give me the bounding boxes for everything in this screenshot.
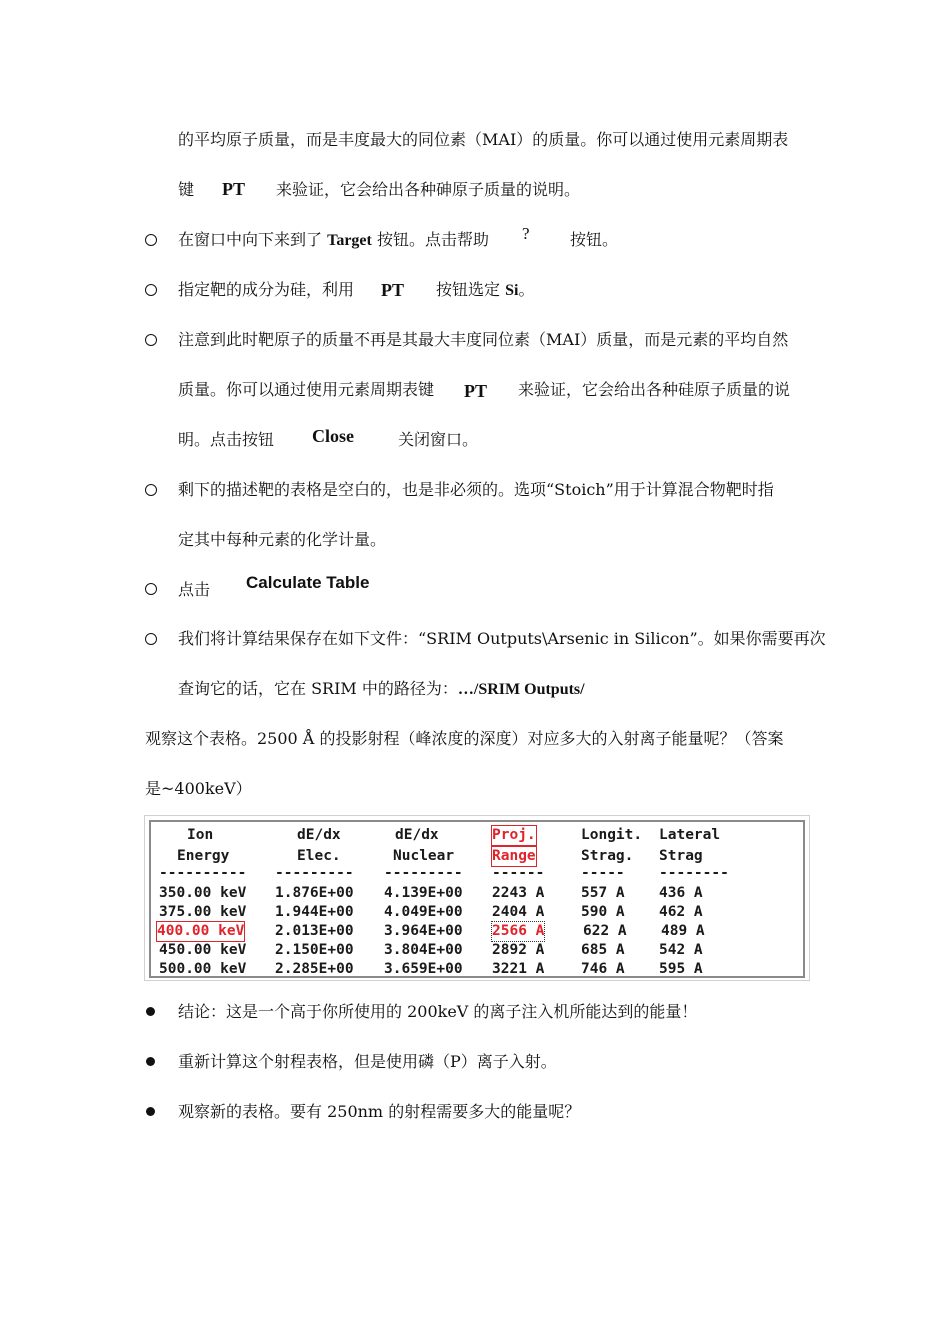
bullet-text: 质量。你可以通过使用元素周期表键	[178, 380, 435, 399]
bullet-text: 关闭窗口。	[398, 430, 479, 449]
hollow-bullet-icon	[145, 334, 157, 346]
table-cell: 622 A	[583, 923, 627, 939]
table-cell: 450.00 keV	[159, 942, 247, 958]
table-header-highlight: Proj.	[492, 827, 536, 843]
paragraph-text: 的平均原子质量，而是丰度最大的同位素（MAI）的质量。你可以通过使用元素周期表	[178, 130, 789, 149]
table-cell-highlight: 400.00 keV	[157, 923, 245, 939]
table-header: Ion	[187, 827, 214, 843]
table-divider: ---------	[275, 865, 354, 881]
table-cell: 436 A	[659, 885, 703, 901]
table-cell: 1.876E+00	[275, 885, 354, 901]
table-divider: -----	[581, 865, 625, 881]
table-header: Strag	[659, 848, 703, 864]
table-cell: 590 A	[581, 904, 625, 920]
table-cell: 542 A	[659, 942, 703, 958]
table-cell: 2.285E+00	[275, 961, 354, 977]
conclusion-text: 结论：这是一个高于你所使用的 200keV 的离子注入机所能达到的能量！	[178, 1002, 698, 1021]
table-cell: 3.659E+00	[384, 961, 463, 977]
pt-button-label: PT	[381, 280, 405, 300]
bullet-text: 在窗口中向下来到了 Target 按钮。点击帮助	[178, 230, 489, 249]
hollow-bullet-icon	[145, 284, 157, 296]
paragraph-text: 来验证，它会给出各种砷原子质量的说明。	[276, 180, 581, 199]
table-divider: ---------	[384, 865, 463, 881]
help-button-label: ?	[522, 224, 530, 243]
bullet-text: 明。点击按钮	[178, 430, 275, 449]
table-header: Elec.	[297, 848, 341, 864]
bullet-text: 按钮。	[570, 230, 619, 249]
pt-button-label: PT	[222, 179, 246, 199]
paragraph-text: 键	[178, 180, 195, 199]
table-header: Lateral	[659, 827, 721, 843]
table-cell: 685 A	[581, 942, 625, 958]
table-divider: --------	[659, 865, 729, 881]
solid-bullet-icon	[146, 1107, 155, 1116]
table-header: Strag.	[581, 848, 634, 864]
question-text: 是~400keV）	[145, 779, 252, 798]
bullet-text: 注意到此时靶原子的质量不再是其最大丰度同位素（MAI）质量，而是元素的平均自然	[178, 330, 789, 349]
table-cell: 2892 A	[492, 942, 545, 958]
table-cell: 500.00 keV	[159, 961, 247, 977]
calculate-table-button-label: Calculate Table	[246, 573, 370, 592]
hollow-bullet-icon	[145, 633, 157, 645]
bullet-text: 指定靶的成分为硅，利用	[178, 280, 355, 299]
table-cell: 746 A	[581, 961, 625, 977]
bullet-text: 来验证，它会给出各种硅原子质量的说	[518, 380, 791, 399]
hollow-bullet-icon	[145, 583, 157, 595]
bullet-text: 按钮选定 Si。	[436, 280, 535, 299]
solid-bullet-icon	[146, 1007, 155, 1016]
table-cell: 2404 A	[492, 904, 545, 920]
table-cell: 350.00 keV	[159, 885, 247, 901]
table-cell: 489 A	[661, 923, 705, 939]
table-cell: 2243 A	[492, 885, 545, 901]
table-divider: ------	[492, 865, 545, 881]
table-header: Nuclear	[393, 848, 455, 864]
table-cell-highlight: 2566 A	[492, 923, 545, 939]
table-cell: 557 A	[581, 885, 625, 901]
table-header-highlight: Range	[492, 848, 536, 864]
table-cell: 3221 A	[492, 961, 545, 977]
bullet-text: 查询它的话，它在 SRIM 中的路径为：…/SRIM Outputs/	[178, 679, 585, 698]
hollow-bullet-icon	[145, 234, 157, 246]
table-cell: 2.150E+00	[275, 942, 354, 958]
table-divider: ----------	[159, 865, 247, 881]
table-cell: 595 A	[659, 961, 703, 977]
table-header: Energy	[177, 848, 230, 864]
range-table-image	[144, 815, 810, 981]
table-cell: 3.964E+00	[384, 923, 463, 939]
table-cell: 4.139E+00	[384, 885, 463, 901]
table-header: dE/dx	[395, 827, 439, 843]
pt-button-label: PT	[464, 381, 488, 401]
conclusion-text: 重新计算这个射程表格，但是使用磷（P）离子入射。	[178, 1052, 557, 1071]
table-cell: 462 A	[659, 904, 703, 920]
table-header: dE/dx	[297, 827, 341, 843]
solid-bullet-icon	[146, 1057, 155, 1066]
bullet-text: 定其中每种元素的化学计量。	[178, 530, 387, 549]
close-button-label: Close	[312, 426, 354, 446]
table-cell: 4.049E+00	[384, 904, 463, 920]
table-cell: 2.013E+00	[275, 923, 354, 939]
table-cell: 375.00 keV	[159, 904, 247, 920]
table-cell: 3.804E+00	[384, 942, 463, 958]
bullet-text: 剩下的描述靶的表格是空白的，也是非必须的。选项“Stoich”用于计算混合物靶时指	[178, 480, 774, 499]
range-table	[149, 820, 805, 978]
table-cell: 1.944E+00	[275, 904, 354, 920]
bullet-text: 点击	[178, 580, 211, 599]
bullet-text: 我们将计算结果保存在如下文件：“SRIM Outputs\Arsenic in Silicon”。如果你需要再次	[178, 629, 826, 648]
conclusion-text: 观察新的表格。要有 250nm 的射程需要多大的能量呢？	[178, 1102, 581, 1121]
table-header: Longit.	[581, 827, 643, 843]
question-text: 观察这个表格。2500 Å 的投影射程（峰浓度的深度）对应多大的入射离子能量呢？（答案	[145, 729, 784, 748]
hollow-bullet-icon	[145, 484, 157, 496]
